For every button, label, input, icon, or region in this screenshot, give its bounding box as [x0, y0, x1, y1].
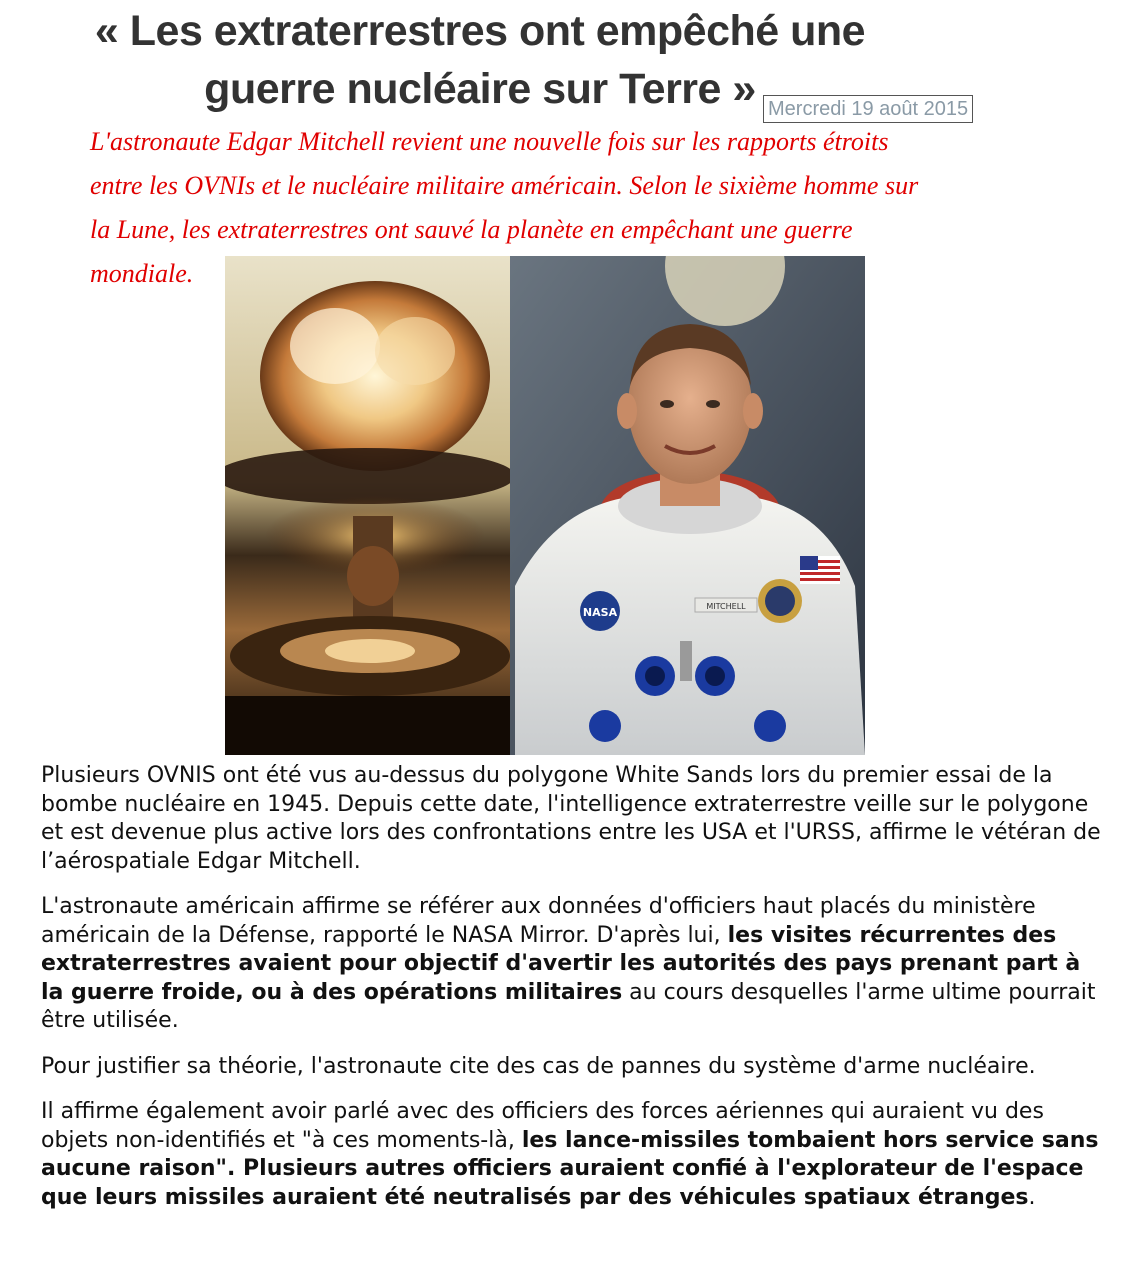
paragraph-bold-text: les visites récurrentes des extraterrestres avaient pour objectif d'avertir les autorités des pays prenant part à la guerre froide, ou à des opérations militaires — [41, 922, 1081, 1005]
paragraph-text: Il affirme également avoir parlé avec des officiers des forces aériennes qui auraient vu des objets non-identifiés et "à ces moments-là, — [41, 1099, 1044, 1153]
article-lead: L'astronaute Edgar Mitchell revient une nouvelle fois sur les rapports étroits entre les OVNIs et le nucléaire militaire américain. Selon le sixième homme sur la Lune, les extraterrestres ont sauvé la planète en empêchant une guerre mondiale. — [90, 127, 919, 288]
article-paragraph — [41, 762, 1101, 876]
article-paragraph — [41, 893, 1101, 1036]
astronaut-portrait-image — [510, 256, 865, 755]
article-body — [41, 762, 1101, 1229]
article-photo-illustration — [225, 256, 865, 755]
paragraph-text: . — [1028, 1184, 1036, 1210]
article-date: Mercredi 19 août 2015 — [763, 95, 973, 123]
paragraph-text: Pour justifier sa théorie, l'astronaute cite des cas de pannes du système d'arme nucléaire. — [41, 1053, 1036, 1079]
article-paragraph — [41, 1053, 1101, 1082]
paragraph-text: Plusieurs OVNIS ont été vus au-dessus du polygone White Sands lors du premier essai de la bombe nucléaire en 1945. Depuis cette date, l'intelligence extraterrestre veille sur le polygone et est devenue plus active lors des confrontations entre les USA et l'URSS, affirme le vétéran de l’aérospatiale Edgar Mitchell. — [41, 763, 1101, 874]
article-title: « Les extraterrestres ont empêché une guerre nucléaire sur Terre » — [94, 7, 866, 113]
article-paragraph — [41, 1098, 1101, 1212]
nasa-patch-text: NASA — [582, 606, 618, 619]
paragraph-text: L'astronaute américain affirme se référer aux données d'officiers haut placés du ministère américain de la Défense, rapporté le NASA Mirror. D'après lui, — [41, 894, 1036, 948]
article-photo — [225, 256, 865, 755]
paragraph-bold-text: les lance-missiles tombaient hors service sans aucune raison". Plusieurs autres officiers auraient confié à l'explorateur de l'espace que leurs missiles auraient été neutralisés par des véhicules spatiaux étranges — [41, 1127, 1099, 1210]
suit-nametag-text: MITCHELL — [706, 602, 746, 611]
paragraph-text: au cours desquelles l'arme ultime pourrait être utilisée. — [41, 979, 1096, 1033]
nuclear-explosion-image — [225, 256, 515, 755]
